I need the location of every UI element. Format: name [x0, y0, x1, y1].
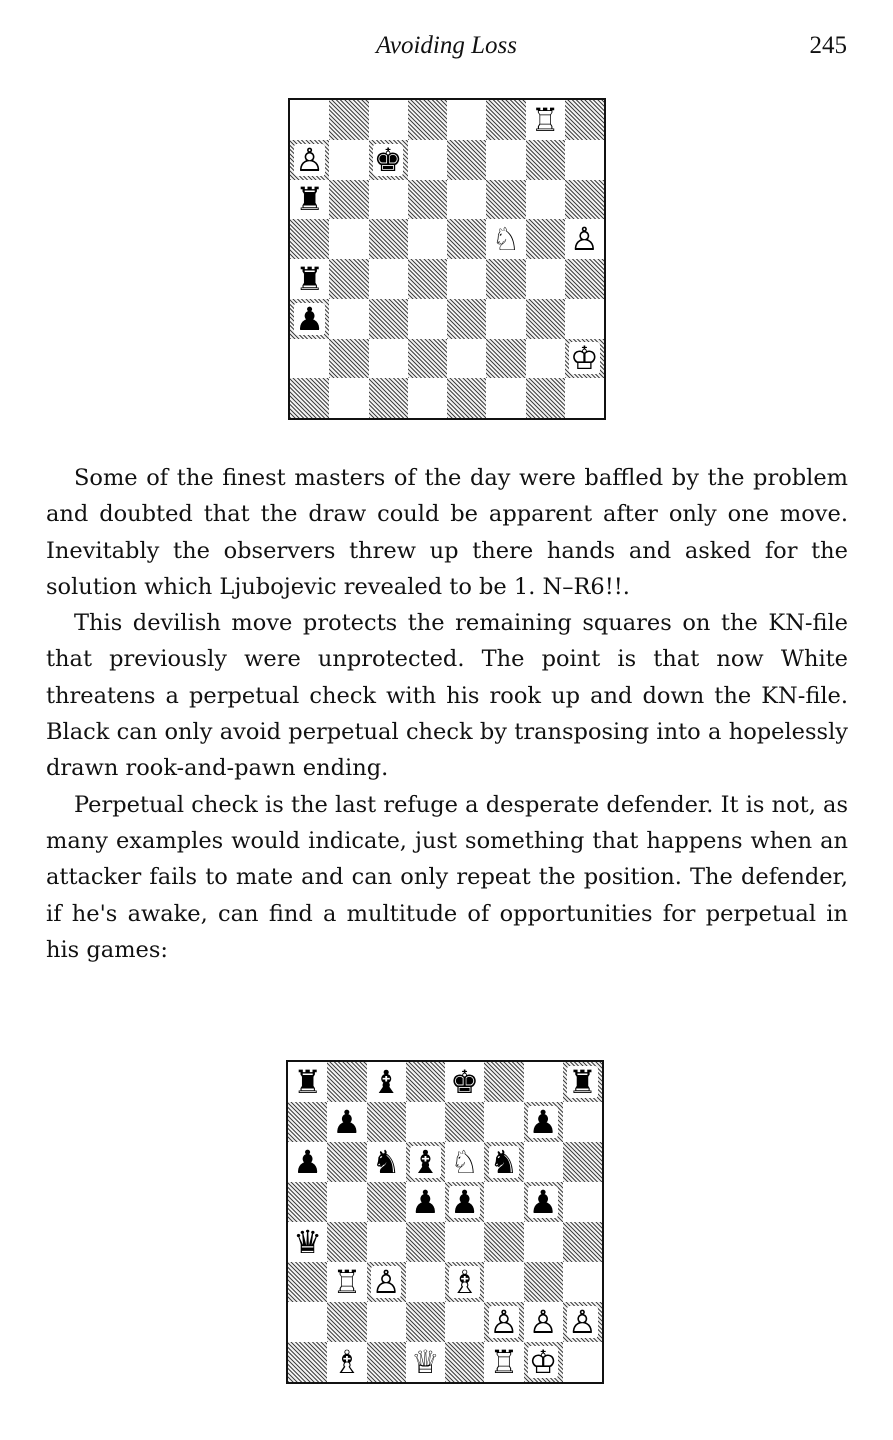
board-square	[484, 1062, 523, 1102]
board-square	[524, 1062, 563, 1102]
chess-piece-icon: ♙	[528, 1303, 558, 1341]
board-square	[369, 378, 408, 418]
board-square	[408, 180, 447, 220]
chess-piece-icon: ♗	[332, 1343, 362, 1381]
board-square	[447, 378, 486, 418]
chess-piece-icon: ♖	[332, 1263, 362, 1301]
board-square	[406, 1102, 445, 1142]
board-square	[406, 1262, 445, 1302]
board-square	[526, 140, 565, 180]
board-square	[486, 378, 525, 418]
board-square	[290, 100, 329, 140]
board-square	[329, 259, 368, 299]
chess-piece-icon: ♟	[411, 1183, 440, 1221]
board-square	[563, 1302, 602, 1342]
chess-piece-icon: ♔	[570, 339, 599, 378]
board-square	[327, 1102, 366, 1142]
board-square	[367, 1342, 406, 1382]
board-square	[290, 259, 329, 299]
board-square	[447, 299, 486, 339]
chess-piece-icon: ♞	[489, 1143, 519, 1181]
board-square	[565, 100, 604, 140]
board-square	[288, 1302, 327, 1342]
board-square	[565, 180, 604, 220]
board-square	[524, 1102, 563, 1142]
board-square	[484, 1102, 523, 1142]
chess-piece-icon: ♙	[489, 1303, 519, 1341]
board-square	[526, 259, 565, 299]
board-square	[369, 180, 408, 220]
chess-piece-icon: ♚	[373, 140, 403, 179]
chess-piece-icon: ♟	[295, 299, 324, 338]
chess-piece-icon: ♙	[295, 140, 324, 179]
board-square	[563, 1062, 602, 1102]
chess-piece-icon: ♞	[371, 1143, 401, 1181]
board-square	[288, 1262, 327, 1302]
board-square	[565, 299, 604, 339]
chess-piece-icon: ♟	[450, 1183, 479, 1221]
board-square	[288, 1342, 327, 1382]
board-square	[327, 1302, 366, 1342]
board-square	[288, 1182, 327, 1222]
board-square	[486, 100, 525, 140]
chess-piece-icon: ♘	[450, 1143, 479, 1181]
board-square	[524, 1142, 563, 1182]
board-square	[563, 1102, 602, 1142]
board-square	[565, 140, 604, 180]
board-square	[484, 1262, 523, 1302]
board-square	[367, 1102, 406, 1142]
board-square	[524, 1262, 563, 1302]
board-square	[486, 140, 525, 180]
board-square	[329, 140, 368, 180]
board-square	[524, 1342, 563, 1382]
page-number: 245	[809, 32, 847, 59]
board-square	[367, 1262, 406, 1302]
board-square	[565, 378, 604, 418]
board-square	[406, 1302, 445, 1342]
chess-piece-icon: ♗	[450, 1263, 479, 1301]
board-square	[329, 299, 368, 339]
board-square	[524, 1302, 563, 1342]
board-square	[447, 219, 486, 259]
board-square	[563, 1222, 602, 1262]
board-square	[288, 1102, 327, 1142]
chess-diagram-2	[286, 1060, 604, 1384]
board-square	[329, 339, 368, 379]
board-square	[524, 1182, 563, 1222]
body-text	[46, 460, 848, 968]
board-square	[563, 1182, 602, 1222]
chess-piece-icon: ♟	[332, 1103, 362, 1141]
chess-piece-icon: ♕	[411, 1343, 440, 1381]
chess-piece-icon: ♙	[568, 1303, 597, 1341]
board-square	[486, 259, 525, 299]
board-square	[290, 219, 329, 259]
board-square	[447, 259, 486, 299]
chess-piece-icon: ♜	[295, 259, 324, 298]
chess-piece-icon: ♟	[528, 1103, 558, 1141]
board-square	[408, 140, 447, 180]
board-square	[563, 1142, 602, 1182]
board-square	[406, 1222, 445, 1262]
board-square	[486, 219, 525, 259]
chess-piece-icon: ♛	[293, 1223, 322, 1261]
paragraph-2: This devilish move protects the remaining squares on the KN-file that previously were unprotected. The point is that now White threatens a perpetual check with his rook up and down the KN-file. Black can only avoid perpetual check by transposing into a hopelessly drawn rook-and-pawn ending.	[46, 610, 848, 782]
board-square	[288, 1062, 327, 1102]
board-square	[408, 299, 447, 339]
board-square	[484, 1302, 523, 1342]
board-square	[290, 140, 329, 180]
board-square	[327, 1262, 366, 1302]
board-square	[408, 339, 447, 379]
board-square	[367, 1142, 406, 1182]
board-square	[445, 1262, 484, 1302]
board-square	[327, 1062, 366, 1102]
board-square	[369, 299, 408, 339]
board-square	[484, 1342, 523, 1382]
paragraph-3: Perpetual check is the last refuge a desperate defender. It is not, as many examples would indicate, just something that happens when an attacker fails to mate and can only repeat the position. The defender, if he's awake, can find a multitude of opportunities for perpetual in his games:	[46, 791, 848, 963]
board-square	[445, 1142, 484, 1182]
board-square	[445, 1342, 484, 1382]
chess-piece-icon: ♟	[528, 1183, 558, 1221]
chess-piece-icon: ♖	[489, 1343, 519, 1381]
board-square	[565, 259, 604, 299]
board-square	[486, 339, 525, 379]
chess-piece-icon: ♖	[530, 100, 560, 139]
board-square	[408, 259, 447, 299]
board-square	[406, 1142, 445, 1182]
board-square	[526, 378, 565, 418]
chess-piece-icon: ♜	[293, 1063, 322, 1101]
board-square	[408, 100, 447, 140]
board-square	[526, 180, 565, 220]
board-square	[484, 1142, 523, 1182]
board-square	[329, 180, 368, 220]
board-square	[445, 1222, 484, 1262]
board-square	[327, 1222, 366, 1262]
chess-piece-icon: ♙	[371, 1263, 401, 1301]
board-square	[329, 100, 368, 140]
board-square	[367, 1222, 406, 1262]
chess-piece-icon: ♙	[570, 220, 599, 259]
board-square	[329, 378, 368, 418]
board-square	[327, 1342, 366, 1382]
board-square	[486, 299, 525, 339]
board-square	[290, 339, 329, 379]
board-square	[486, 180, 525, 220]
board-square	[290, 180, 329, 220]
board-square	[445, 1182, 484, 1222]
board-square	[406, 1342, 445, 1382]
board-square	[290, 378, 329, 418]
board-square	[526, 219, 565, 259]
board-square	[526, 339, 565, 379]
board-square	[327, 1142, 366, 1182]
board-square	[369, 339, 408, 379]
chess-piece-icon: ♝	[411, 1143, 440, 1181]
board-square	[367, 1182, 406, 1222]
board-square	[484, 1222, 523, 1262]
paragraph-1: Some of the finest masters of the day were baffled by the problem and doubted that the draw could be apparent after only one move. Inevitably the observers threw up there hands and asked for the solution which Ljubojevic revealed to be 1. N–R6!!.	[46, 465, 848, 600]
board-square	[288, 1222, 327, 1262]
chess-piece-icon: ♝	[371, 1063, 401, 1101]
board-square	[369, 140, 408, 180]
board-square	[408, 378, 447, 418]
chess-piece-icon: ♔	[528, 1343, 558, 1381]
board-square	[408, 219, 447, 259]
chess-piece-icon: ♟	[293, 1143, 322, 1181]
board-square	[369, 219, 408, 259]
chess-piece-icon: ♚	[450, 1063, 479, 1101]
board-square	[524, 1222, 563, 1262]
board-square	[369, 259, 408, 299]
board-square	[406, 1182, 445, 1222]
chess-piece-icon: ♘	[491, 220, 521, 259]
board-square	[329, 219, 368, 259]
board-square	[327, 1182, 366, 1222]
board-square	[565, 219, 604, 259]
board-square	[290, 299, 329, 339]
chess-piece-icon: ♜	[568, 1063, 597, 1101]
chess-piece-icon: ♜	[295, 180, 324, 219]
board-square	[288, 1142, 327, 1182]
board-square	[367, 1062, 406, 1102]
board-square	[406, 1062, 445, 1102]
board-square	[445, 1302, 484, 1342]
running-header-title: Avoiding Loss	[376, 32, 517, 59]
board-square	[367, 1302, 406, 1342]
board-square	[447, 100, 486, 140]
board-square	[526, 100, 565, 140]
board-square	[369, 100, 408, 140]
board-square	[447, 180, 486, 220]
board-square	[526, 299, 565, 339]
board-square	[563, 1342, 602, 1382]
board-square	[445, 1102, 484, 1142]
board-square	[447, 339, 486, 379]
board-square	[484, 1182, 523, 1222]
board-square	[447, 140, 486, 180]
board-square	[565, 339, 604, 379]
board-square	[445, 1062, 484, 1102]
chess-diagram-1	[288, 98, 606, 420]
board-square	[563, 1262, 602, 1302]
